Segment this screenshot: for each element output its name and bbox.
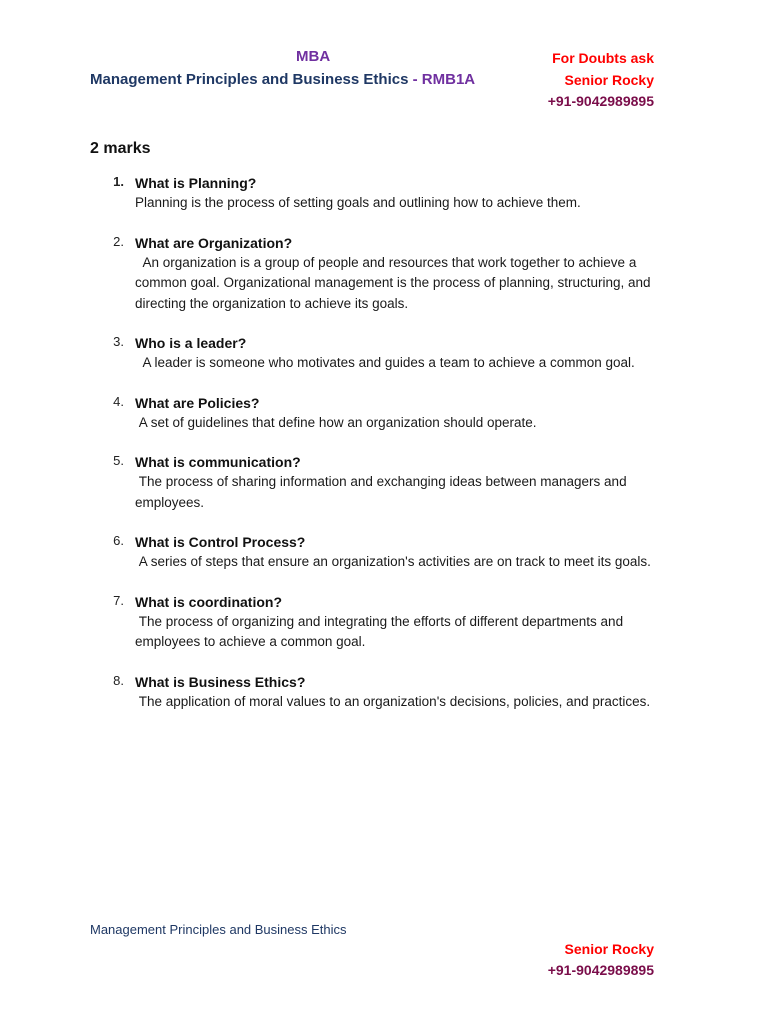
course-name: Management Principles and Business Ethics	[90, 71, 409, 88]
question-number: 8.	[113, 672, 124, 688]
contact-block-footer	[548, 938, 654, 980]
footer-contact-phone: +91-9042989895	[547, 962, 654, 978]
qa-item	[90, 672, 690, 713]
question-number: 7.	[113, 592, 124, 608]
question-text: What is communication?	[135, 454, 301, 470]
doubts-label: For Doubts ask	[552, 50, 654, 66]
question-number: 6.	[113, 533, 124, 548]
question-text: What is Control Process?	[135, 534, 306, 550]
qa-item	[90, 333, 690, 374]
question-number: 4.	[113, 393, 124, 409]
program-label: MBA	[296, 48, 331, 65]
question-text: What is Planning?	[135, 175, 257, 191]
question-list	[90, 173, 690, 712]
section-title: 2 marks	[90, 140, 151, 157]
contact-phone: +91-9042989895	[547, 93, 654, 109]
qa-item	[90, 393, 690, 434]
answer-text: A series of steps that ensure an organization's activities are on track to meet its goals.	[135, 554, 651, 569]
answer-text: A set of guidelines that define how an organization should operate.	[135, 414, 537, 430]
qa-item	[90, 173, 690, 214]
question-text: Who is a leader?	[135, 335, 247, 351]
contact-name: Senior Rocky	[564, 72, 654, 88]
qa-item	[90, 532, 690, 573]
answer-text: The process of organizing and integrating the efforts of different departments and employees to achieve a common goal.	[135, 613, 627, 649]
question-number: 2.	[113, 233, 124, 249]
question-text: What are Policies?	[135, 394, 260, 411]
footer-course-title: Management Principles and Business Ethics	[90, 922, 347, 937]
question-text: What are Organization?	[135, 234, 293, 251]
question-number: 1.	[113, 174, 124, 189]
contact-block-top	[548, 47, 654, 111]
question-number: 3.	[113, 334, 124, 349]
qa-item	[90, 592, 690, 653]
answer-text: An organization is a group of people and resources that work together to achieve a common goal. Organizational management is the process of planning, structuring, and directing the organization to achieve its goals.	[135, 254, 655, 311]
question-text: What is Business Ethics?	[135, 673, 306, 690]
course-title	[90, 71, 475, 88]
question-number: 5.	[113, 453, 124, 468]
qa-item	[90, 233, 690, 315]
question-text: What is coordination?	[135, 593, 282, 610]
course-code: RMB1A	[421, 71, 476, 88]
qa-item	[90, 452, 690, 513]
answer-text: The process of sharing information and exchanging ideas between managers and employees.	[135, 474, 631, 510]
answer-text: Planning is the process of setting goals and outlining how to achieve them.	[135, 195, 581, 210]
answer-text: The application of moral values to an organization's decisions, policies, and practices.	[135, 693, 651, 709]
answer-text: A leader is someone who motivates and guides a team to achieve a common goal.	[135, 355, 635, 370]
footer-contact-name: Senior Rocky	[564, 941, 654, 957]
title-separator: -	[408, 71, 422, 88]
